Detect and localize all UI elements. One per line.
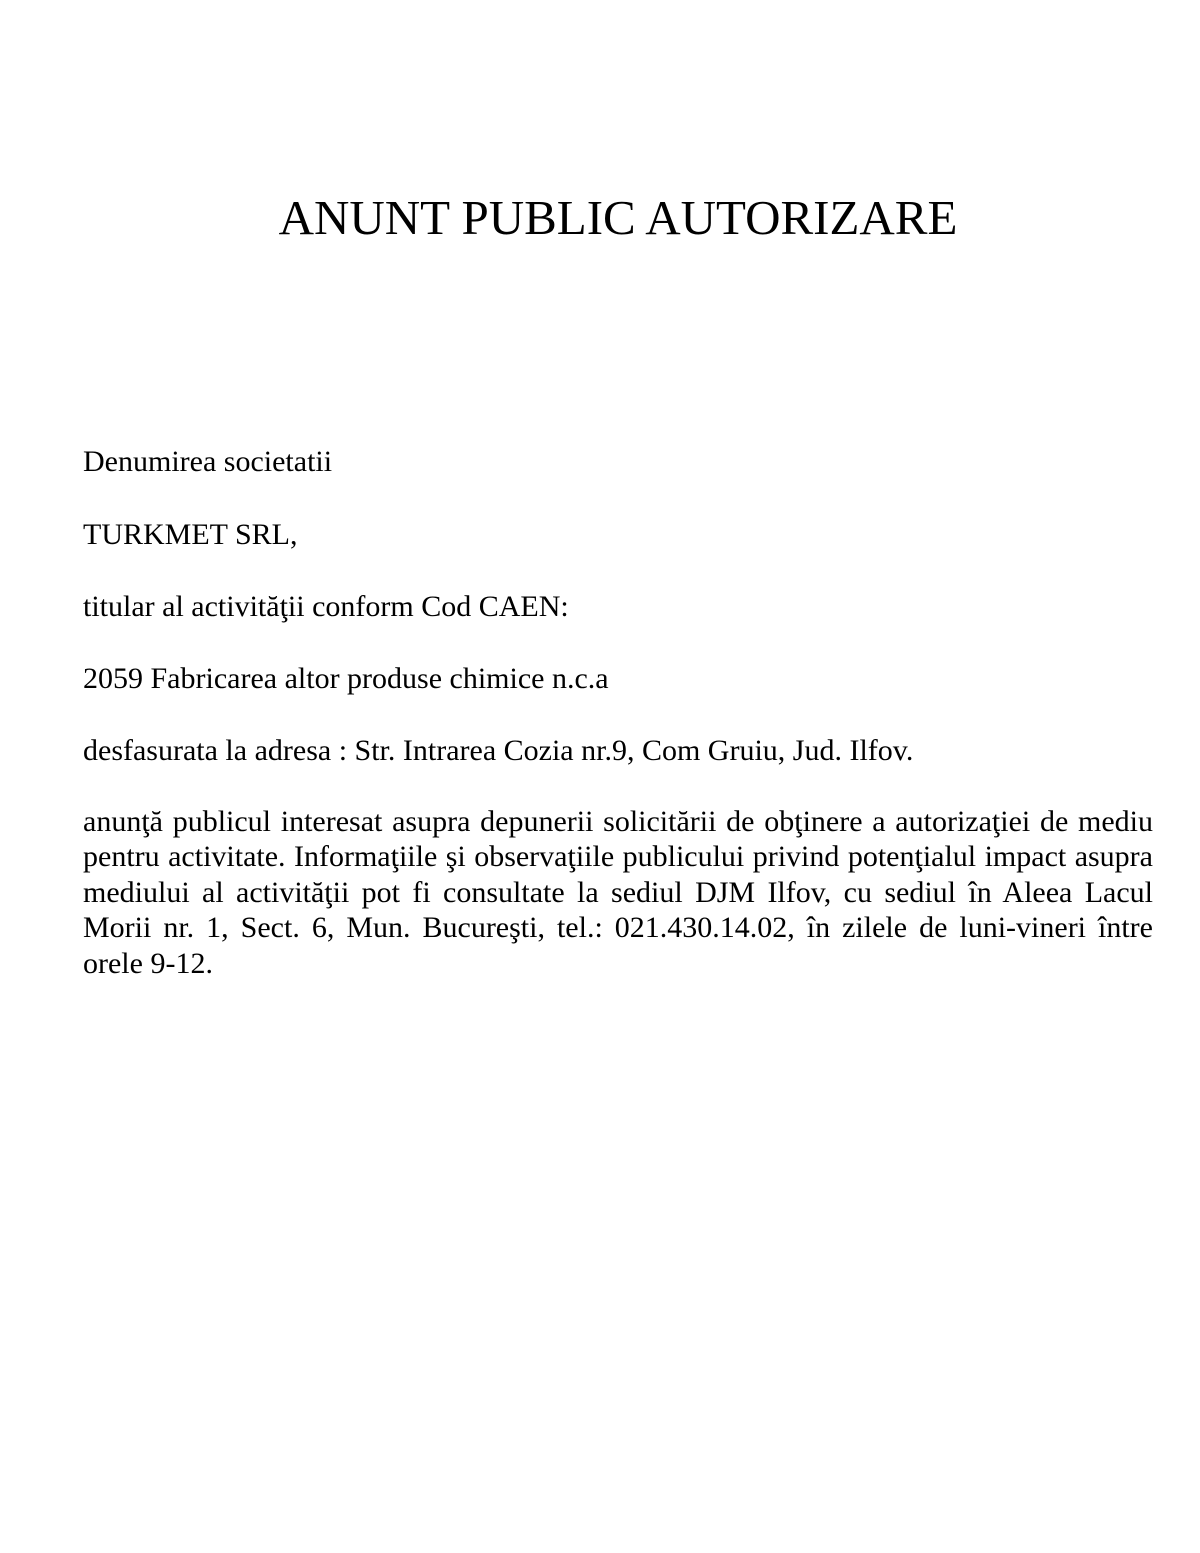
- activity-address: desfasurata la adresa : Str. Intrarea Cozia nr.9, Com Gruiu, Jud. Ilfov.: [83, 734, 914, 767]
- document-title: ANUNT PUBLIC AUTORIZARE: [278, 190, 958, 245]
- caen-label: titular al activităţii conform Cod CAEN:: [83, 590, 569, 623]
- announcement-paragraph: anunţă publicul interesat asupra depunerii solicitării de obţinere a autorizaţiei de mediu pentru activitate. Informaţiile şi observaţiile publicului privind potenţialul impact asupra mediului al activităţii pot fi consultate la sediul DJM Ilfov, cu sediul în Aleea Lacul Morii nr. 1, Sect. 6, Mun. Bucureşti, tel.: 021.430.14.02, în zilele de luni-vineri între orele 9-12.: [83, 805, 1153, 980]
- company-label: Denumirea societatii: [83, 445, 333, 478]
- company-name: TURKMET SRL,: [83, 518, 298, 551]
- caen-code: 2059 Fabricarea altor produse chimice n.c.a: [83, 662, 609, 695]
